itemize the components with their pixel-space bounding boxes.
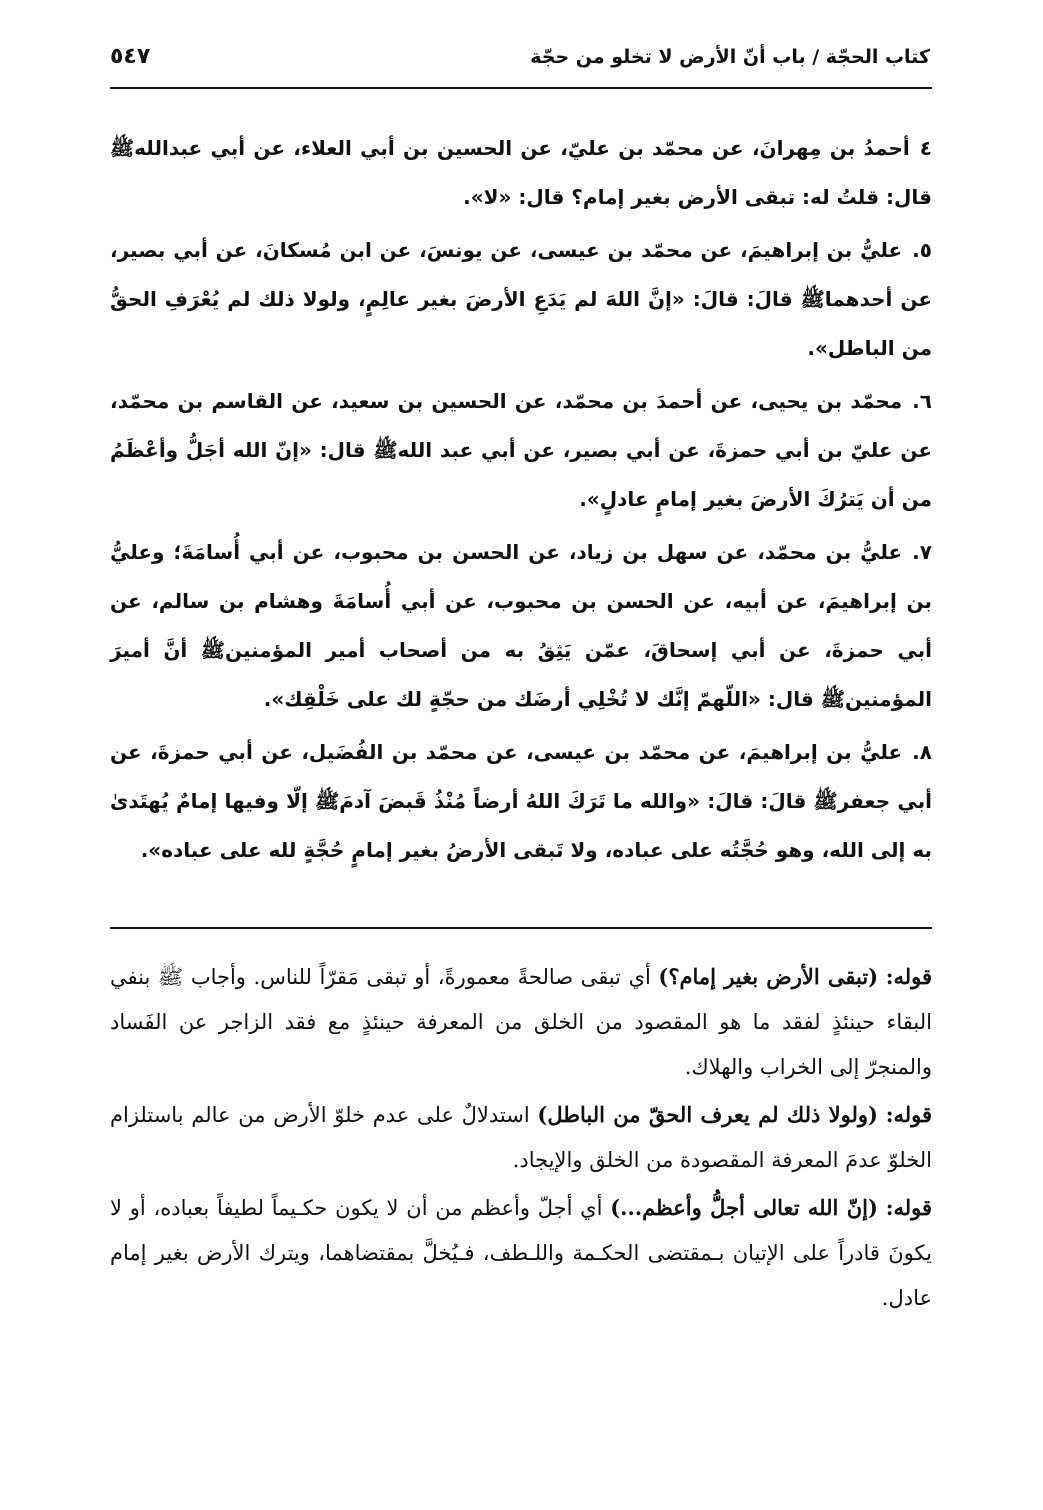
commentary-label: قوله: (885, 1195, 932, 1220)
commentary-paragraph (110, 1092, 932, 1183)
commentary-paragraph (110, 954, 932, 1090)
page-number: ٥٤٧ (110, 44, 151, 69)
commentary-text: أي تبقى صالحةً معمورةً، أو تبقى مَقرّاً للناس. وأجاب ﷺ بنفي البقاء حينئذٍ لفقد ما هو المقصود من الخلق من المعرفة حينئذٍ مع فقد الزاجر عن الفَساد والمنجرّ إلى الخراب والهلاك. (110, 965, 932, 1079)
hadith-text: عليُّ بن إبراهيمَ، عن محمّد بن عيسى، عن محمّد بن الفُضَيل، عن أبي حمزةَ، عن أبي جعفر‌ﷺ قالَ: قالَ: «والله ما تَرَكَ اللهُ أرضاً مُنْذُ قَبضَ آدمَ‌ﷺ إلّا وفيها إمامٌ يُهتَدىٰ به إلى الله، وهو حُجَّتُه على عباده، ولا تَبقى الأرضُ بغير إمامٍ حُجَّةٍ لله على عباده». (110, 740, 932, 862)
hadith-number: ٤ (919, 136, 932, 160)
hadith-number: ٥. (912, 238, 932, 262)
commentary-paragraph (110, 1185, 932, 1321)
commentary-label: قوله: (885, 964, 932, 989)
hadith-paragraph (110, 528, 932, 724)
hadith-text: عليُّ بن إبراهيمَ، عن محمّد بن عيسى، عن يونسَ، عن ابن مُسكانَ، عن أبي بصير، عن أحدهما‌ﷺ قالَ: قالَ: «إنَّ اللهَ لم يَدَعِ الأرضَ بغير عالِمٍ، ولولا ذلك لم يُعْرَفِ الحقُّ من الباطل». (110, 238, 932, 360)
commentary-quote: (ولولا ذلك لم يعرف الحقّ من الباطل) (537, 1102, 878, 1127)
commentary-label: قوله: (885, 1102, 932, 1127)
hadith-paragraph (110, 377, 932, 524)
hadith-number: ٧. (912, 540, 932, 564)
hadith-text: أحمدُ بن مِهرانَ، عن محمّد بن عليّ، عن الحسين بن أبي العلاء، عن أبي عبدالله‌ﷺ قال: قلتُ له: تبقى الأرض بغير إمام؟ قال: «لا». (110, 136, 932, 209)
commentary-section (110, 954, 932, 1323)
header-divider (110, 87, 932, 89)
commentary-text: أي أجلّ وأعظم من أن لا يكون حكـيماً لطيفاً بعباده، أو لا يكونَ قادراً على الإتيان بـمقتضى الحكـمة واللـطف، فـيُخلَّ بمقتضاهما، ويترك الأرض بغير إمام عادل. (110, 1196, 932, 1310)
hadith-number: ٨. (912, 740, 932, 764)
hadith-text: عليُّ بن محمّد، عن سهل بن زياد، عن الحسن بن محبوب، عن أبي أُسامَةَ؛ وعليُّ بن إبراهيمَ، عن أبيه، عن الحسن بن محبوب، عن أبي أُسامَةَ وهشام بن سالم، عن أبي حمزةَ، عن أبي إسحاقَ، عمّن يَثِقُ به من أصحاب أمير المؤمنين‌ﷺ أنَّ أميرَ المؤمنين‌ﷺ قال: «اللّهمّ إنَّك لا تُخْلِي أرضَك من حجّةٍ لك على خَلْقِك». (110, 540, 932, 711)
commentary-text: استدلالٌ على عدم خلوّ الأرض من عالم باستلزام الخلوّ عدمَ المعرفة المقصودة من الخلق والإيجاد. (110, 1103, 932, 1172)
hadith-section (110, 124, 932, 879)
hadith-paragraph (110, 226, 932, 373)
hadith-text: محمّد بن يحيى، عن أحمدَ بن محمّد، عن الحسين بن سعيد، عن القاسم بن محمّد، عن عليّ بن أبي حمزةَ، عن أبي بصير، عن أبي عبد الله‌ﷺ قال: «إنّ الله أجَلُّ وأعْظَمُ من أن يَترُكَ الأرضَ بغير إمامٍ عادلٍ». (110, 389, 932, 511)
commentary-divider (110, 927, 932, 929)
running-title: كتاب الحجّة / باب أنّ الأرض لا تخلو من حجّة (530, 46, 930, 68)
page-header (110, 38, 930, 88)
hadith-paragraph (110, 124, 932, 222)
commentary-quote: (تبقى الأرض بغير إمام؟) (658, 964, 879, 989)
commentary-quote: (إنّ الله تعالى أجلُّ وأعظم...) (610, 1195, 878, 1220)
hadith-paragraph (110, 728, 932, 875)
hadith-number: ٦. (912, 389, 932, 413)
